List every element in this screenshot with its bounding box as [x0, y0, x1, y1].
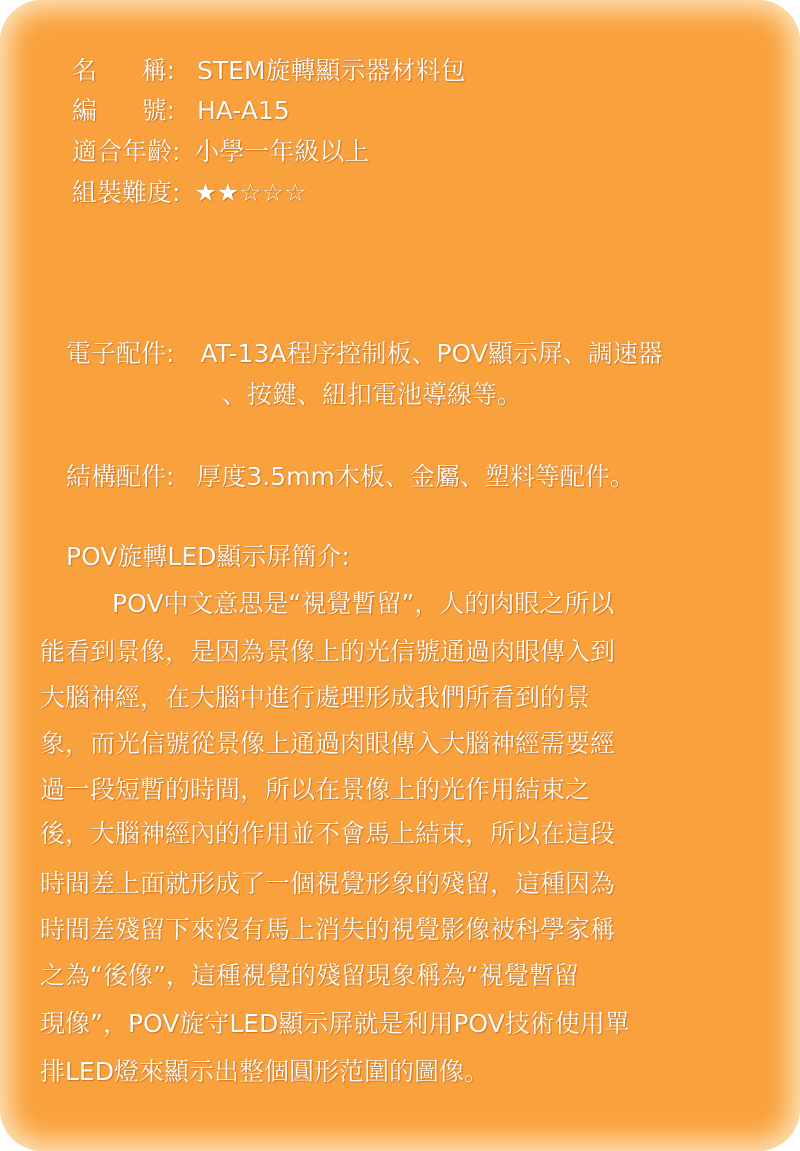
intro-line: 時間差上面就形成了一個視覺形象的殘留，這種因為: [40, 869, 616, 898]
intro-line: 象，而光信號從景像上通過肉眼傳入大腦神經需要經: [40, 729, 616, 758]
intro-line: 後，大腦神經內的作用並不會馬上結束，所以在這段: [40, 819, 616, 848]
product-code-label: 編 號:: [72, 96, 175, 125]
structure-components-row: [66, 461, 635, 493]
intro-title: POV旋轉LED顯示屏簡介:: [66, 542, 350, 571]
intro-line: 大腦神經，在大腦中進行處理形成我們所看到的景: [40, 683, 591, 712]
electronic-components-value-2: 、按鍵、紐扣電池導線等。: [222, 380, 523, 409]
intro-line: 之為“後像”，這種視覺的殘留現象稱為“視覺暫留: [40, 961, 579, 990]
product-name-label: 名 稱:: [72, 56, 175, 85]
age-value: 小學一年級以上: [194, 137, 370, 166]
difficulty-row: [72, 177, 306, 209]
electronic-components-row: [66, 338, 663, 370]
electronic-components-value-1: AT-13A程序控制板、POV顯示屏、調速器: [200, 339, 663, 368]
intro-line: 時間差殘留下來沒有馬上消失的視覺影像被科學家稱: [40, 915, 616, 944]
structure-components-value: 厚度3.5mm木板、金屬、塑料等配件。: [196, 462, 635, 491]
structure-components-label: 結構配件:: [66, 462, 175, 491]
difficulty-label: 組裝難度:: [72, 178, 181, 207]
age-label: 適合年齡:: [72, 137, 181, 166]
product-name-row: [72, 55, 465, 87]
product-code-row: [72, 95, 290, 127]
intro-line: 能看到景像，是因為景像上的光信號通過肉眼傳入到: [40, 637, 616, 666]
product-name-value: STEM旋轉顯示器材料包: [196, 56, 466, 85]
intro-line: 現像”，POV旋守LED顯示屏就是利用POV技術使用單: [40, 1009, 630, 1038]
electronic-components-label: 電子配件:: [66, 339, 175, 368]
product-code-value: HA-A15: [196, 96, 290, 125]
age-row: [72, 136, 369, 168]
intro-line: 過一段短暫的時間，所以在景像上的光作用結束之: [40, 775, 591, 804]
intro-line: POV中文意思是“視覺暫留”，人的肉眼之所以: [112, 589, 615, 618]
intro-line: 排LED燈來顯示出整個圓形范圍的圖像。: [40, 1057, 489, 1086]
difficulty-stars: ★★☆☆☆: [194, 178, 307, 207]
